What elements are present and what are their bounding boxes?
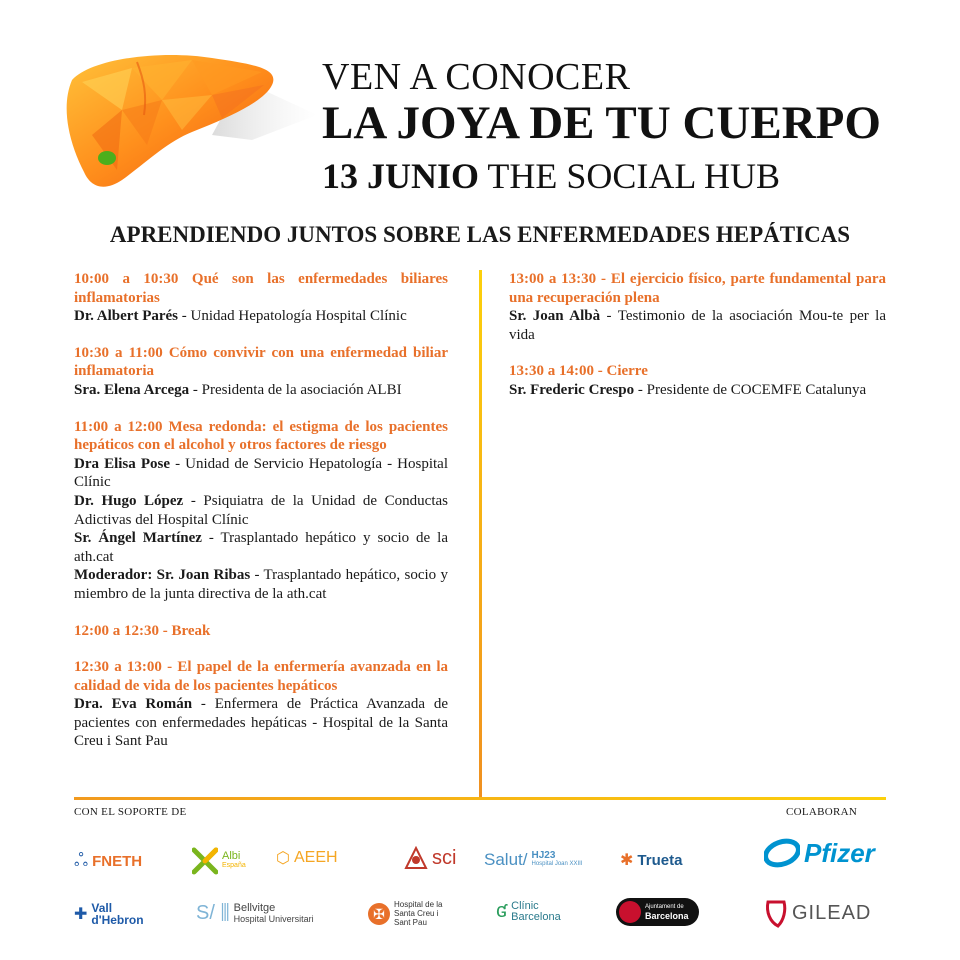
session-block [74,270,448,326]
page-subtitle: APRENDIENDO JUNTOS SOBRE LAS ENFERMEDADES HEPÁTICAS [109,222,851,247]
speaker-name: Sr. Frederic Crespo [509,381,635,398]
speaker-role: - Unidad de Servicio Hepatología - Hospital Clínic [74,455,449,491]
session-block [74,418,448,604]
speaker-line [74,455,448,492]
santpau-icon: ✠ [368,903,390,925]
speaker-name: Dra Elisa Pose [74,455,170,472]
session-block [74,344,448,400]
speaker-name: Sr. Ángel Martínez [74,530,202,547]
gilead-logo: GILEAD [764,898,871,928]
bellvitge-icon: S/ ⫼ [196,902,230,924]
collaborators-label: COLABORAN [786,806,858,818]
albi-icon [192,846,218,876]
speaker-name: Sra. Elena Arcega [74,381,190,398]
pfizer-icon [764,836,800,870]
speaker-role: - Trasplantado hepático y socio de la ath.cat [74,530,448,565]
sci-icon [404,846,428,870]
speaker-line [74,492,448,529]
santpau-logo: ✠ Hospital de la Santa Creu i Sant Pau [368,900,454,927]
ajuntament-icon [619,901,641,923]
column-divider [479,270,482,797]
header-line-1: VEN A CONOCER [322,56,631,98]
trueta-icon: ✱ [620,852,634,869]
speaker-line [74,381,448,400]
liver-illustration [52,40,322,210]
gilead-icon [764,898,788,928]
speaker-line [74,307,448,326]
schedule-right-column [509,270,886,418]
session-title: 11:00 a 12:00 Mesa redonda: el estigma de los pacientes hepáticos con el alcohol y otros factores de riesgo [74,418,448,454]
bellvitge-logo: S/ ⫼ Bellvitge Hospital Universitari [196,901,314,924]
speaker-role: - Trasplantado hepático, socio y miembro de la junta directiva de la ath.cat [74,567,448,602]
speaker-role: - Testimonio de la asociación Mou-te per la vida [509,308,886,343]
session-title: 10:00 a 10:30 Qué son las enfermedades biliares inflamatorias [74,271,448,306]
session-block [74,622,448,641]
session-block [509,270,886,344]
speaker-name: Moderador: Sr. Joan Ribas [74,567,251,584]
fneth-icon: ஃ [74,850,89,870]
speaker-name: Dr. Albert Parés [74,308,179,325]
vall-hebron-logo: ✚ Vall d'Hebron [74,901,144,927]
session-title: 12:00 a 12:30 - Break [74,622,211,639]
event-date: 13 JUNIO [322,156,480,196]
speaker-line [74,529,448,566]
header-title: LA JOYA DE TU CUERPO [322,97,881,149]
session-title: 13:30 a 14:00 - Cierre [509,363,648,380]
speaker-role: - Enfermera de Práctica Avanzada de pacientes con enfermedades hepáticas - Hospital de la Santa Creu i Sant Pau [74,696,448,750]
header-date-venue [322,155,780,197]
speaker-line [74,566,448,603]
sci-logo: sci [404,846,456,870]
speaker-name: Dra. Eva Román [74,696,193,713]
session-block [74,658,448,751]
speaker-name: Dr. Hugo López [74,492,184,509]
speaker-line [509,307,886,344]
schedule-left-column [74,270,448,769]
speaker-line [509,381,886,400]
ajuntament-logo: Ajuntament de Barcelona [616,898,699,926]
vall-hebron-icon: ✚ [74,906,88,923]
speaker-role: - Psiquiatra de la Unidad de Conductas Adictivas del Hospital Clínic [74,492,448,528]
trueta-logo: ✱ Trueta [620,851,683,869]
pfizer-logo: Pfizer [764,836,875,870]
clinic-icon: ʛ [496,900,508,922]
aeeh-logo: ⬡ AEEH [276,849,338,867]
speaker-role: - Unidad Hepatología Hospital Clínic [178,308,407,325]
hj23-logo: Salut/ HJ23 Hospital Joan XXIII [484,850,583,869]
session-title: 12:30 a 13:00 - El papel de la enfermería avanzada en la calidad de vida de los pacientes hepáticos [74,659,448,694]
speaker-role: - Presidenta de la asociación ALBI [189,381,402,398]
support-label: CON EL SOPORTE DE [74,806,187,818]
session-title: 13:00 a 13:30 - El ejercicio físico, parte fundamental para una recuperación plena [509,271,886,306]
speaker-role: - Presidente de COCEMFE Catalunya [634,381,867,398]
session-title: 10:30 a 11:00 Cómo convivir con una enfermedad biliar inflamatoria [74,344,448,380]
event-venue: THE SOCIAL HUB [487,156,781,196]
clinic-logo: ʛ Clínic Barcelona [496,899,561,923]
aeeh-icon: ⬡ [276,850,290,867]
albi-logo: Albi España [192,846,246,876]
session-block [509,362,886,399]
fneth-logo: ஃ FNETH [74,850,142,873]
footer-rule [74,797,886,800]
speaker-name: Sr. Joan Albà [509,308,601,325]
speaker-line [74,695,448,751]
